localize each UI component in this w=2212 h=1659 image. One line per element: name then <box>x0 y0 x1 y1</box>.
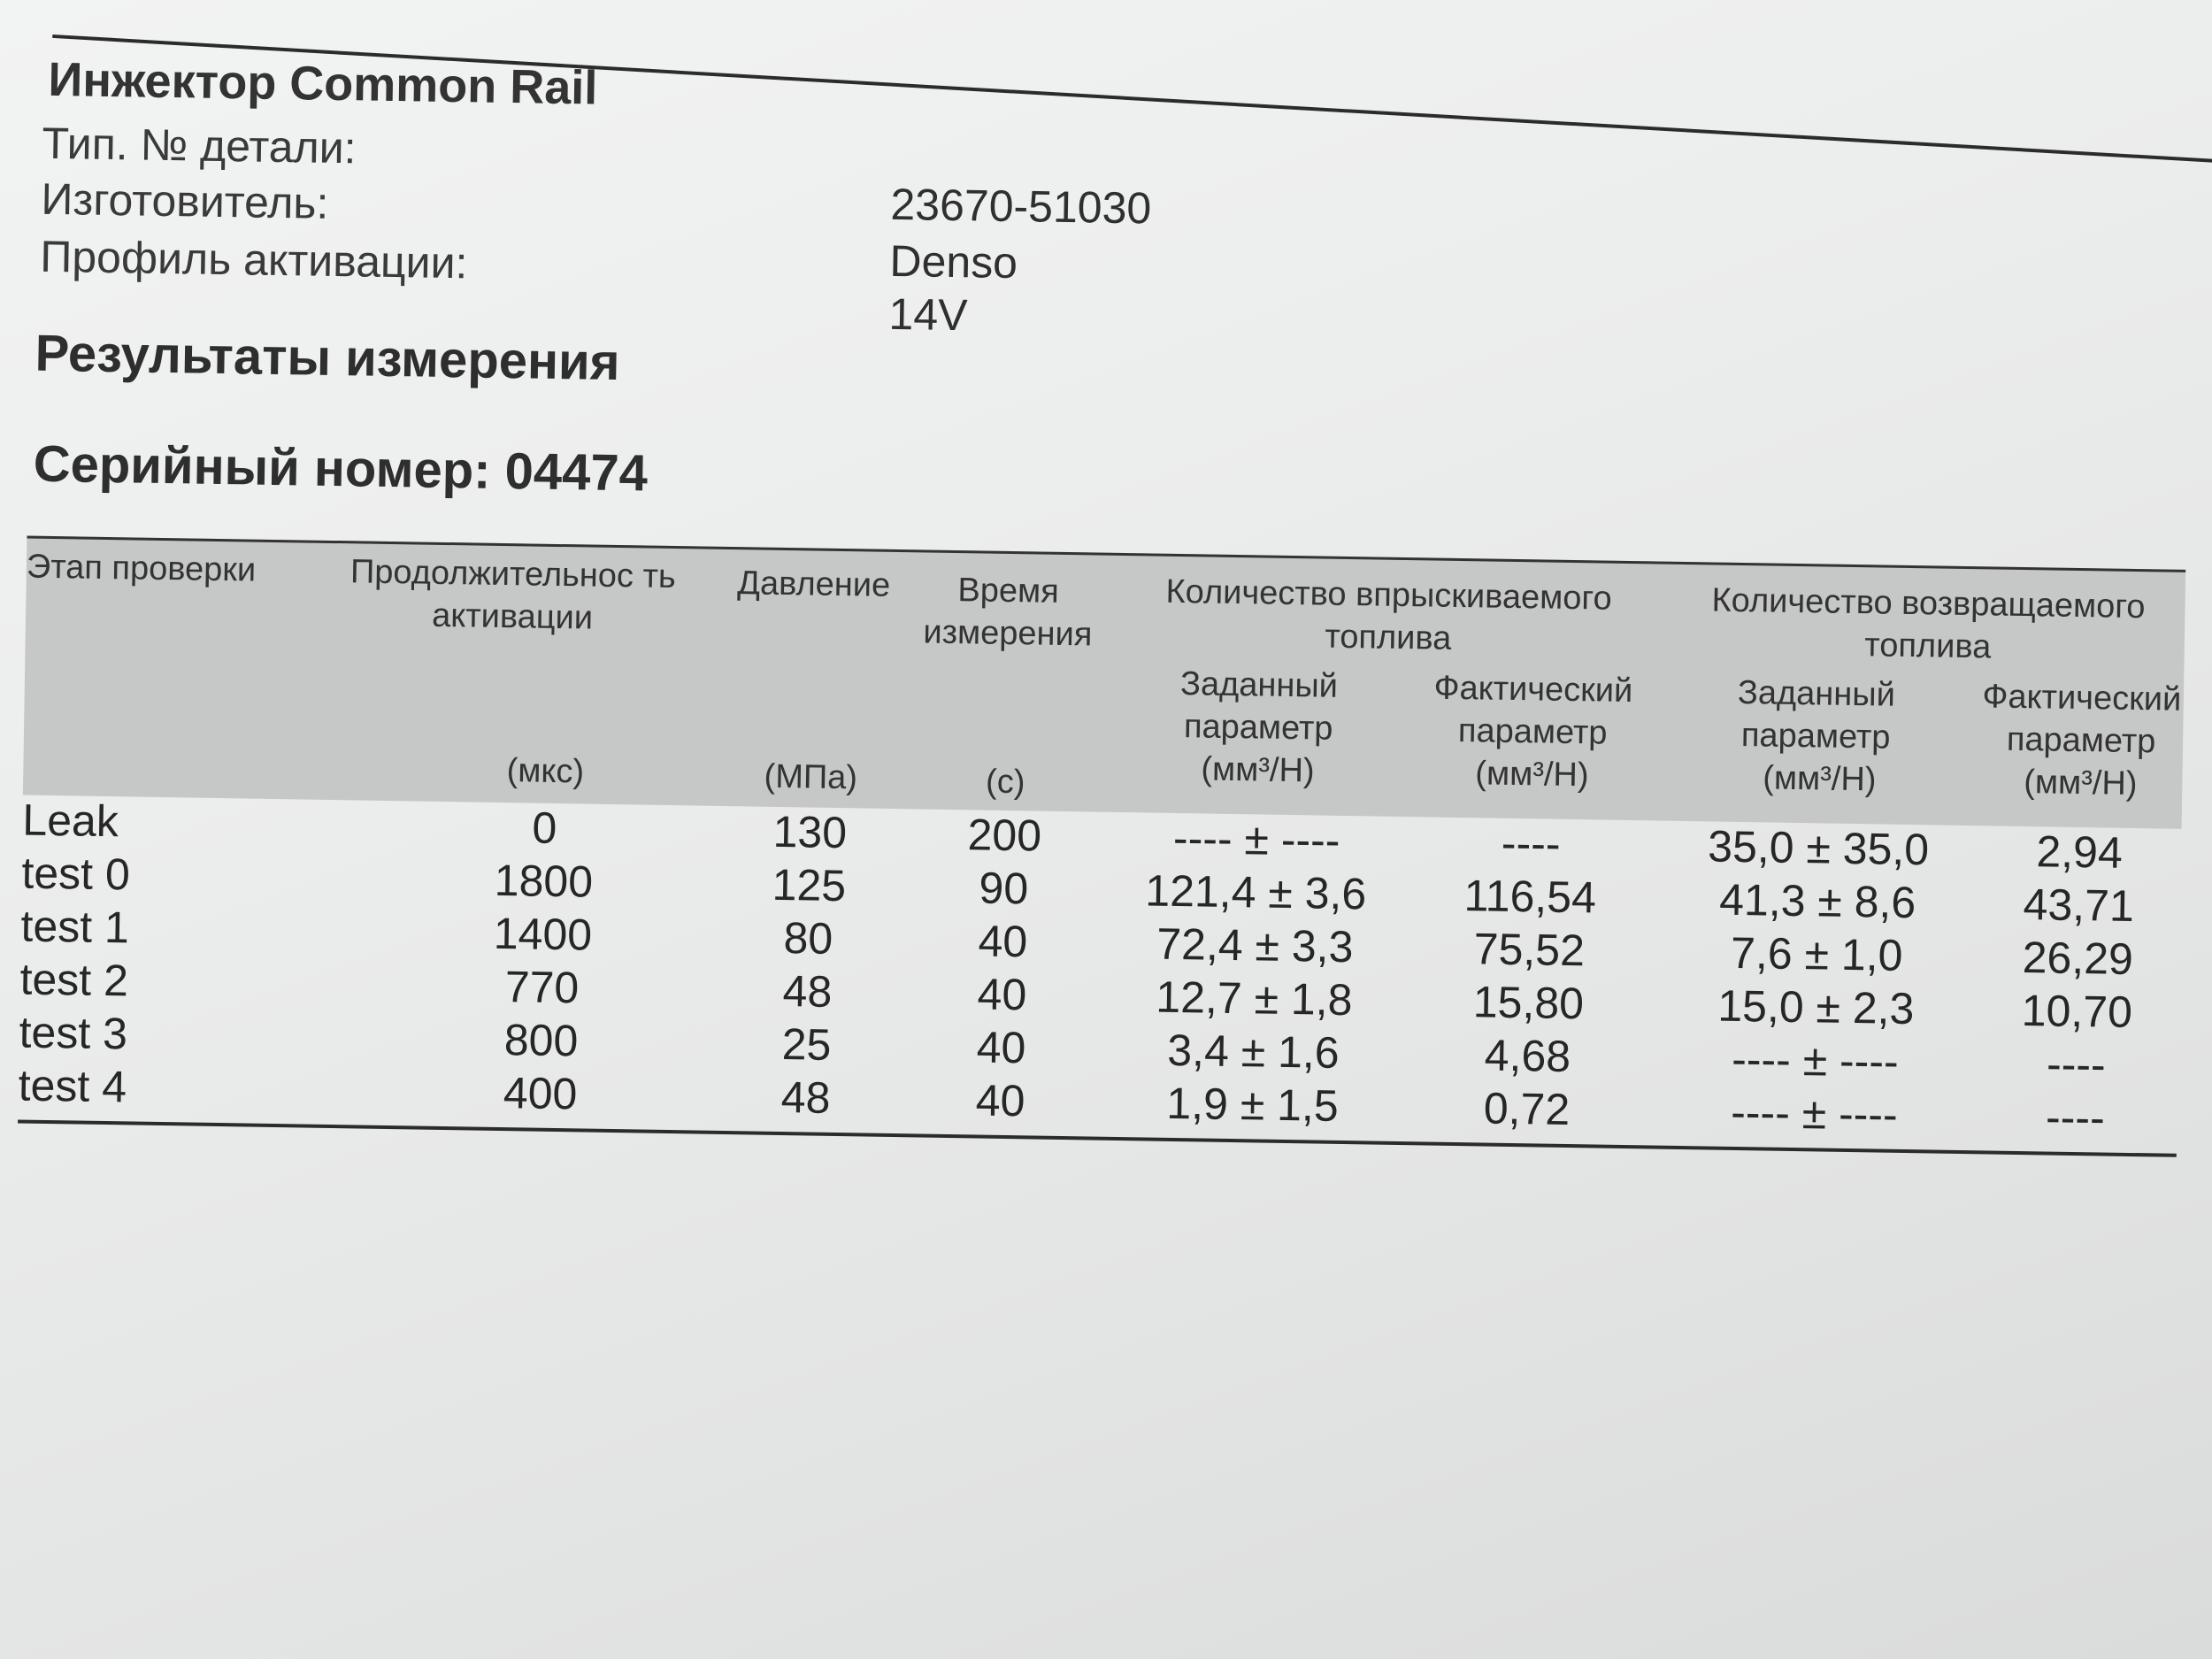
cell-duration: 1800 <box>494 855 594 907</box>
cell-stage: Leak <box>22 795 119 847</box>
cell-duration: 800 <box>503 1015 579 1066</box>
cell-stage: test 1 <box>20 901 130 953</box>
cell-returned-actual: 10,70 <box>2021 986 2133 1037</box>
header-returned-set: Заданный параметр <box>1737 673 1896 757</box>
cell-injected-actual: 116,54 <box>1463 871 1597 923</box>
cell-returned-set: 7,6 ± 1,0 <box>1730 927 1903 980</box>
cell-returned-actual: 2,94 <box>2036 826 2124 878</box>
cell-returned-set: 41,3 ± 8,6 <box>1718 874 1916 928</box>
cell-returned-actual: 43,71 <box>2023 879 2135 932</box>
cell-pressure: 48 <box>780 1072 831 1123</box>
cell-injected-actual: 75,52 <box>1473 924 1586 976</box>
cell-pressure: 130 <box>772 806 848 858</box>
document-title: Инжектор Common Rail <box>48 52 598 115</box>
cell-stage: test 0 <box>21 848 131 900</box>
cell-time: 40 <box>975 1075 1025 1126</box>
cell-time: 40 <box>976 1022 1026 1073</box>
cell-time: 90 <box>979 863 1029 914</box>
cell-returned-actual: ---- <box>2046 1039 2107 1090</box>
table-header <box>23 536 2185 829</box>
cell-returned-set: ---- ± ---- <box>1731 1033 1900 1087</box>
cell-returned-set: 35,0 ± 35,0 <box>1707 821 1930 875</box>
cell-duration: 1400 <box>493 908 593 960</box>
activation-profile-label: Профиль активации: <box>40 231 468 288</box>
header-injected-set-unit: (мм³/Н) <box>1201 750 1315 790</box>
header-injected-actual-unit: (мм³/Н) <box>1475 755 1589 795</box>
cell-injected-set: 72,4 ± 3,3 <box>1156 918 1354 972</box>
cell-time: 40 <box>978 916 1028 967</box>
header-returned-set-unit: (мм³/Н) <box>1762 759 1877 799</box>
cell-injected-set: ---- ± ---- <box>1172 812 1340 865</box>
cell-stage: test 3 <box>19 1007 128 1059</box>
cell-injected-set: 1,9 ± 1,5 <box>1166 1078 1340 1131</box>
serial-heading: Серийный номер: 04474 <box>33 434 649 503</box>
cell-injected-actual: ---- <box>1501 818 1561 869</box>
part-number-label: Тип. № детали: <box>42 118 357 173</box>
results-table <box>18 536 2185 1143</box>
cell-injected-actual: 15,80 <box>1472 977 1585 1029</box>
cell-injected-actual: 0,72 <box>1483 1083 1571 1135</box>
cell-duration: 400 <box>503 1068 578 1119</box>
results-heading: Результаты измерения <box>35 324 621 392</box>
part-number-value: 23670-51030 <box>890 179 1152 234</box>
header-pressure-unit: (МПа) <box>764 757 858 797</box>
activation-profile-value: 14V <box>888 288 968 341</box>
cell-time: 40 <box>977 969 1027 1020</box>
cell-stage: test 4 <box>18 1060 127 1112</box>
cell-pressure: 25 <box>781 1019 832 1070</box>
header-returned-actual-unit: (мм³/Н) <box>2023 764 2138 803</box>
header-injected-set: Заданный параметр <box>1179 665 1339 748</box>
cell-stage: test 2 <box>19 954 129 1006</box>
header-injected-actual: Фактический параметр <box>1433 669 1633 752</box>
cell-returned-actual: ---- <box>2045 1092 2106 1143</box>
cell-returned-set: 15,0 ± 2,3 <box>1717 980 1915 1034</box>
cell-returned-set: ---- ± ---- <box>1730 1087 1899 1140</box>
cell-pressure: 125 <box>772 859 847 911</box>
header-returned-actual: Фактический параметр <box>1982 678 2182 761</box>
header-duration: Продолжительнос ть активации <box>349 553 677 637</box>
cell-returned-actual: 26,29 <box>2022 933 2134 984</box>
header-returned-group: Количество возвращаемого топлива <box>1711 581 2146 666</box>
cell-time: 200 <box>967 810 1042 861</box>
cell-duration: 0 <box>532 803 557 853</box>
cell-injected-set: 12,7 ± 1,8 <box>1155 972 1353 1025</box>
cell-injected-set: 3,4 ± 1,6 <box>1166 1025 1340 1078</box>
header-stage: Этап проверки <box>26 548 257 589</box>
cell-injected-set: 121,4 ± 3,6 <box>1144 865 1367 919</box>
header-time-unit: (с) <box>985 763 1025 802</box>
cell-injected-actual: 4,68 <box>1484 1030 1571 1082</box>
header-injected-group: Количество впрыскиваемого топлива <box>1165 572 1612 657</box>
cell-duration: 770 <box>504 962 580 1013</box>
header-time: Время измерения <box>923 572 1093 654</box>
cell-pressure: 80 <box>783 913 833 964</box>
header-pressure: Давление <box>736 565 891 604</box>
manufacturer-label: Изготовитель: <box>41 173 329 228</box>
cell-pressure: 48 <box>782 966 833 1017</box>
manufacturer-value: Denso <box>889 235 1018 288</box>
header-duration-unit: (мкс) <box>506 752 585 791</box>
